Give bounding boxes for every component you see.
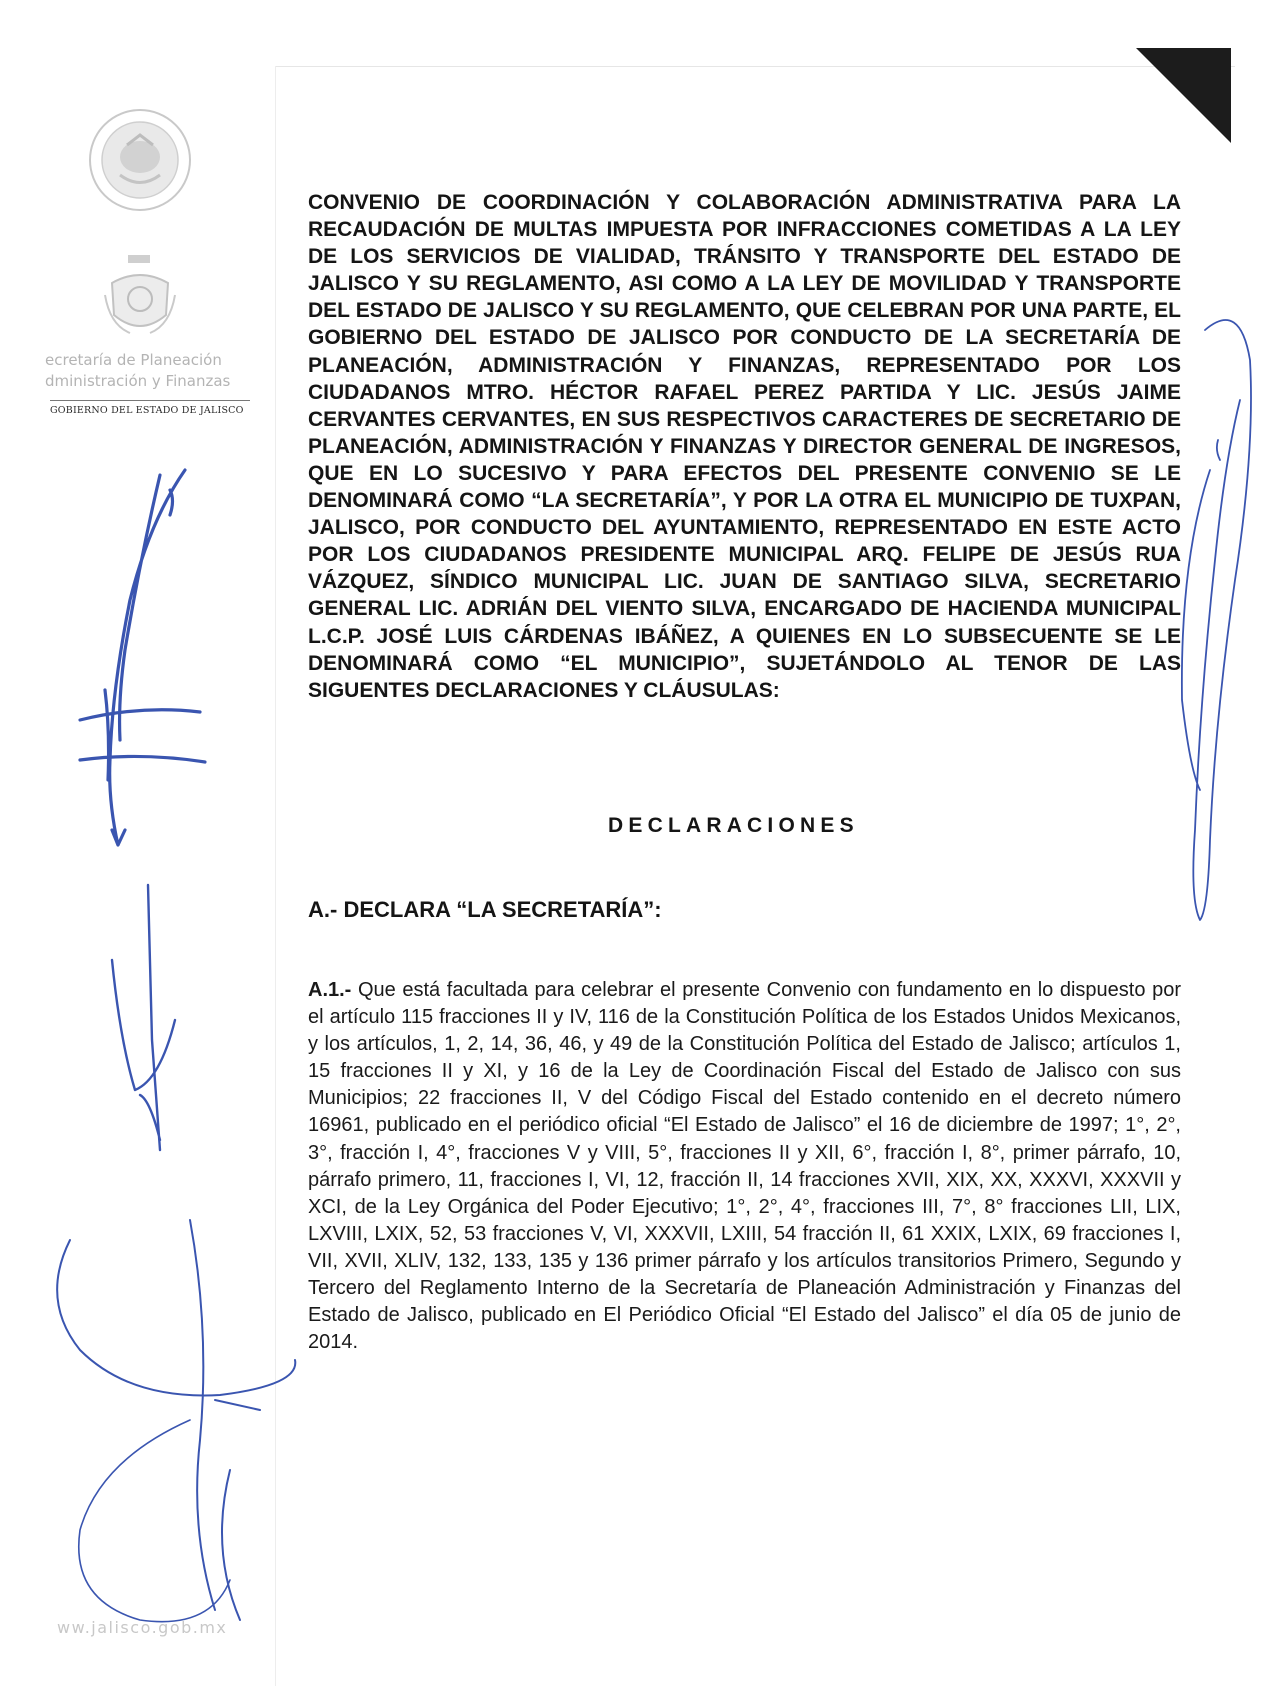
signature-right bbox=[1182, 320, 1251, 920]
department-line-1: ecretaría de Planeación bbox=[45, 351, 222, 369]
agreement-title bbox=[308, 189, 1181, 704]
signature-left-upper bbox=[80, 470, 205, 845]
department-name bbox=[45, 350, 260, 392]
corner-fold bbox=[1136, 48, 1231, 143]
government-name: GOBIERNO DEL ESTADO DE JALISCO bbox=[50, 405, 244, 416]
signature-left-loop bbox=[79, 1420, 230, 1622]
paragraph-a1-lead: A.1.- bbox=[308, 979, 352, 1001]
page-edge-top bbox=[275, 66, 1235, 67]
national-seal-icon bbox=[85, 105, 195, 215]
declarations-heading: DECLARACIONES bbox=[608, 814, 859, 837]
agreement-title-text: CONVENIO DE COORDINACIÓN Y COLABORACIÓN ADMINISTRATIVA PARA LA RECAUDACIÓN DE MULTAS IMPUESTA POR INFRACCIONES COMETIDAS A LA LEY DE LOS SERVICIOS DE VIALIDAD, TRÁNSITO Y TRANSPORTE DEL ESTADO DE JALISCO Y SU REGLAMENTO, ASI COMO A LA LEY DE MOVILIDAD Y TRANSPORTE DEL ESTADO DE JALISCO Y SU REGLAMENTO, QUE CELEBRAN POR UNA PARTE, EL GOBIERNO DEL ESTADO DE JALISCO POR CONDUCTO DE LA SECRETARÍA DE PLANEACIÓN, ADMINISTRACIÓN Y FINANZAS, REPRESENTADO POR LOS CIUDADANOS MTRO. HÉCTOR RAFAEL PEREZ PARTIDA Y LIC. JESÚS JAIME CERVANTES CERVANTES, EN SUS RESPECTIVOS CARACTERES DE SECRETARIO DE PLANEACIÓN, ADMINISTRACIÓN Y FINANZAS Y DIRECTOR GENERAL DE INGRESOS, QUE EN LO SUCESIVO Y PARA EFECTOS DEL PRESENTE CONVENIO SE LE DENOMINARÁ COMO “LA SECRETARÍA”, Y POR LA OTRA EL MUNICIPIO DE TUXPAN, JALISCO, POR CONDUCTO DEL AYUNTAMIENTO, REPRESENTADO EN ESTE ACTO POR LOS CIUDADANOS PRESIDENTE MUNICIPAL ARQ. FELIPE DE JESÚS RUA VÁZQUEZ, SÍNDICO MUNICIPAL LIC. JUAN DE SANTIAGO SILVA, SECRETARIO GENERAL LIC. ADRIÁN DEL VIENTO SILVA, ENCARGADO DE HACIENDA MUNICIPAL L.C.P. JOSÉ LUIS CÁRDENAS IBÁÑEZ, A QUIENES EN LO SUBSECUENTE SE LE DENOMINARÁ COMO “EL MUNICIPIO”, SUJETÁNDOLO AL TENOR DE LAS SIGUENTES DECLARACIONES Y CLÁUSULAS: bbox=[308, 191, 1181, 702]
department-line-2: dministración y Finanzas bbox=[45, 372, 231, 390]
page-edge-left bbox=[275, 66, 276, 1686]
paragraph-a1-text: Que está facultada para celebrar el presente Convenio con fundamento en lo dispuesto por el artículo 115 fracciones II y IV, 116 de la Constitución Política de los Estados Unidos Mexicanos, y los artículos, 1, 2, 14, 36, 46, y 49 de la Constitución Política del Estado de Jalisco; artículos 1, 15 fracciones II y XI, y 16 de la Ley de Coordinación Fiscal del Estado de Jalisco con sus Municipios; 22 fracciones II, V del Código Fiscal del Estado contenido en el decreto número 16961, publicado en el periódico oficial “El Estado de Jalisco” el 16 de diciembre de 1997; 1°, 2°, 3°, fracción I, 4°, fracciones V y VIII, 5°, fracciones II y XII, 6°, fracción I, 8°, primer párrafo, 10, párrafo primero, 11, fracciones I, VI, 12, fracción II, 14 fracciones XVII, XIX, XX, XXXVI, XXXVII y XCI, de la Ley Orgánica del Poder Ejecutivo; 1°, 2°, 4°, fracciones III, 7°, 8° fracciones LII, LIX, LXVIII, LXIX, 52, 53 fracciones V, VI, XXXVII, LXIII, 54 fracción II, 61 XXIX, LXIX, 69 fracciones I, VII, XVII, XLIV, 132, 133, 135 y 136 primer párrafo y los artículos transitorios Primero, Segundo y Tercero del Reglamento Interno de la Secretaría de Planeación Administración y Finanzas del Estado de Jalisco, publicado en El Periódico Oficial “El Estado del Jalisco” el día 05 de junio de 2014. bbox=[308, 979, 1181, 1354]
signature-left-middle bbox=[112, 885, 175, 1150]
footer-url: ww.jalisco.gob.mx bbox=[57, 1618, 228, 1637]
signature-left-lower bbox=[57, 1220, 295, 1620]
jalisco-coat-of-arms-icon bbox=[100, 255, 180, 345]
paragraph-a1 bbox=[308, 977, 1181, 1356]
department-divider bbox=[50, 400, 250, 401]
section-a-heading: A.- DECLARA “LA SECRETARÍA”: bbox=[308, 897, 662, 922]
